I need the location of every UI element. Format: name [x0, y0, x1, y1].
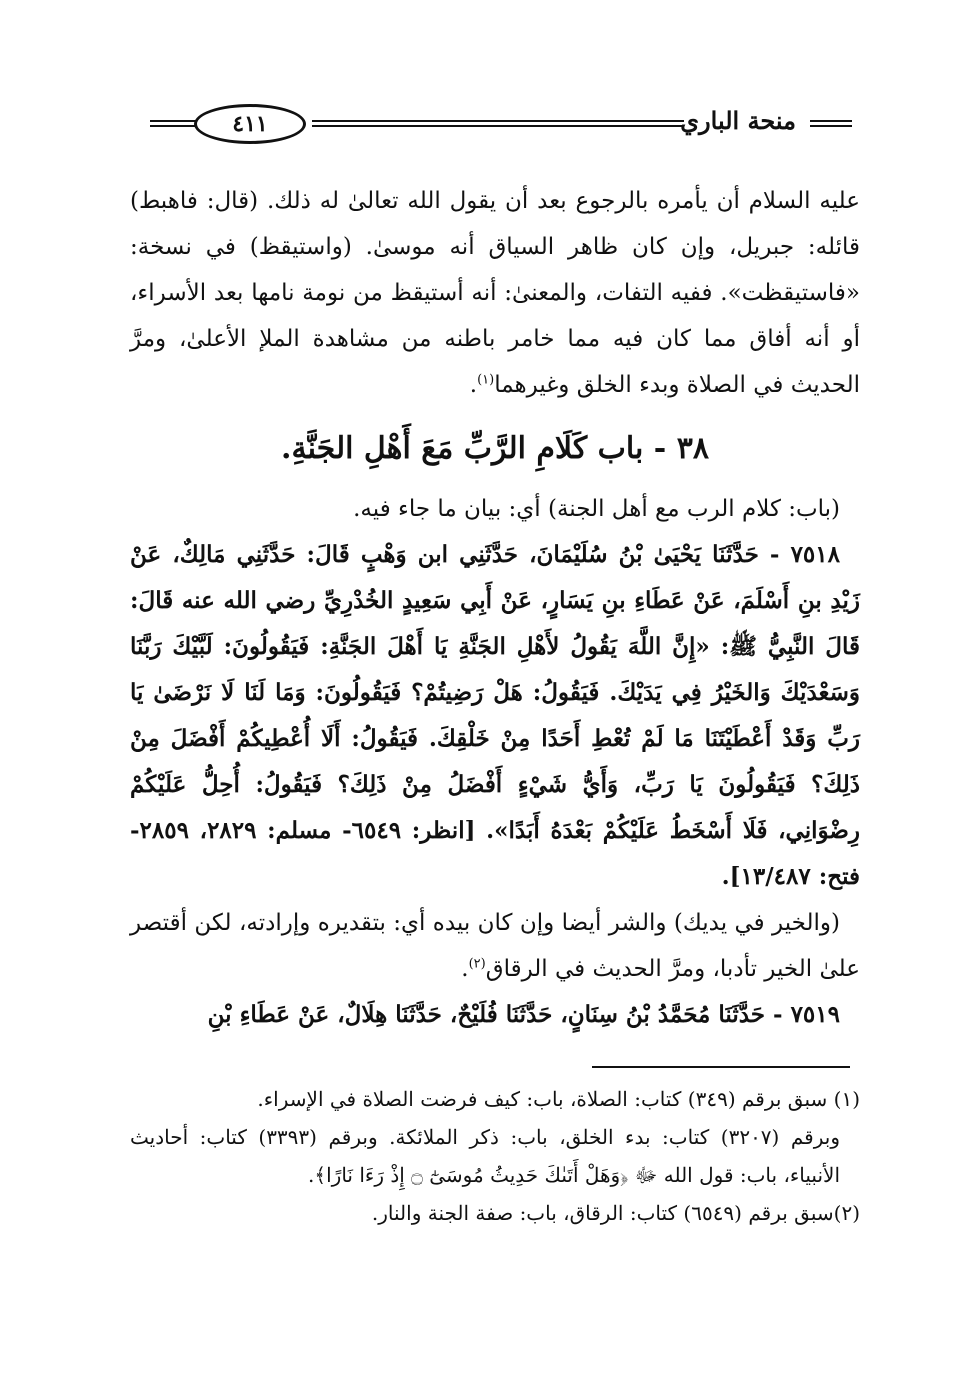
paragraph-1	[130, 178, 860, 408]
book-title: منحة الباري	[680, 106, 796, 135]
chapter-heading: ٣٨ - باب كَلَامِ الرَّبِّ مَعَ أَهْلِ الجَنَّةِ.	[281, 431, 709, 466]
commentary-text: (والخير في يديك) والشر أيضا وإن كان بيده أي: بتقديره وإرادته، لكن أقتصر علىٰ الخير تأدبا، ومرَّ الحديث في الرقاق	[130, 910, 860, 982]
footnote-1-continued: وبرقم (٣٢٠٧) كتاب: بدء الخلق، باب: ذكر الملائكة. وبرقم (٣٣٩٣) كتاب: أحاديث الأنبياء، باب: قول الله ﷻ ﴿وَهَلْ أَتَىٰكَ حَدِيثُ مُوسَىٰٓ ۝ إِذْ رَءَا نَارًا﴾.	[130, 1125, 840, 1187]
commentary	[130, 900, 860, 992]
paragraph-1-end: .	[469, 372, 478, 398]
header-rule-middle	[312, 120, 684, 127]
footnote-divider	[592, 1066, 850, 1068]
page-number: ٤١١	[194, 104, 306, 144]
header-rule-right	[810, 120, 852, 127]
hadith-7518: ٧٥١٨ - حَدَّثَنَا يَحْيَىٰ بْنُ سُلَيْمَانَ، حَدَّثَنِي ابن وَهْبٍ قَالَ: حَدَّثَنِي مَالِكٌ، عَنْ زَيْدِ بنِ أَسْلَمَ، عَنْ عَطَاءِ بنِ يَسَارٍ، عَنْ أَبِي سَعِيدٍ الخُدْرِيِّ رضي الله عنه قَالَ: قَالَ النَّبِيُّ ﷺ: «إِنَّ اللَّهَ يَقُولُ لأَهْلِ الجَنَّةِ يَا أَهْلَ الجَنَّةِ: فَيَقُولُونَ: لَبَّيْكَ رَبَّنَا وَسَعْدَيْكَ وَالخَيْرُ فِي يَدَيْكَ. فَيَقُولُ: هَلْ رَضِيتُمْ؟ فَيَقُولُونَ: وَمَا لَنَا لَا نَرْضَىٰ يَا رَبِّ وَقَدْ أَعْطَيْتَنَا مَا لَمْ تُعْطِ أَحَدًا مِنْ خَلْقِكَ. فَيَقُولُ: أَلَا أُعْطِيكُمْ أَفْضَلَ مِنْ ذَلِكَ؟ فَيَقُولُونَ يَا رَبِّ، وَأَيُّ شَيْءٍ أَفْضَلُ مِنْ ذَلِكَ؟ فَيَقُولُ: أُحِلُّ عَلَيْكُمْ رِضْوَانِي، فَلَا أَسْخَطُ عَلَيْكُمْ بَعْدَهُ أَبَدًا». [انظر: ٦٥٤٩- مسلم: ٢٨٢٩، ٢٨٥٩- فتح: ١٣/٤٨٧].	[130, 541, 861, 890]
footnote-ref-2: (٢)	[468, 956, 486, 972]
footnote-ref-1: (١)	[477, 372, 495, 388]
footnotes	[130, 1080, 860, 1232]
page-header	[150, 100, 852, 144]
hadith-7519: ٧٥١٩ - حَدَّثَنَا مُحَمَّدُ بْنُ سِنَانٍ، حَدَّثَنَا فُلَيْحٌ، حَدَّثَنَا هِلَالٌ، عَنْ عَطَاءِ بْنِ	[207, 1001, 840, 1028]
paragraph-1-text: عليه السلام أن يأمره بالرجوع بعد أن يقول الله تعالىٰ له ذلك. (قال: فاهبط) قائله: جبريل، وإن كان ظاهر السياق أنه موسىٰ. (واستيقظ) في نسخة: «فاستيقظت». ففيه التفات، والمعنىٰ: أنه أستيقظ من نومة نامها بعد الأسراء، أو أنه أفاق مما كان فيه مما خامر باطنه من مشاهدة الملإ الأعلىٰ، ومرَّ الحديث في الصلاة وبدء الخلق وغيرهما	[130, 188, 860, 398]
bab-explanation: (باب: كلام الرب مع أهل الجنة) أي: بيان ما جاء فيه.	[353, 496, 840, 522]
footnote-2: (٢)سبق برقم (٦٥٤٩) كتاب: الرقاق، باب: صفة الجنة والنار.	[371, 1201, 860, 1225]
commentary-end: .	[461, 956, 469, 982]
footnote-1: (١) سبق برقم (٣٤٩) كتاب: الصلاة، باب: كيف فرضت الصلاة في الإسراء.	[257, 1087, 860, 1111]
main-text	[130, 178, 860, 1038]
